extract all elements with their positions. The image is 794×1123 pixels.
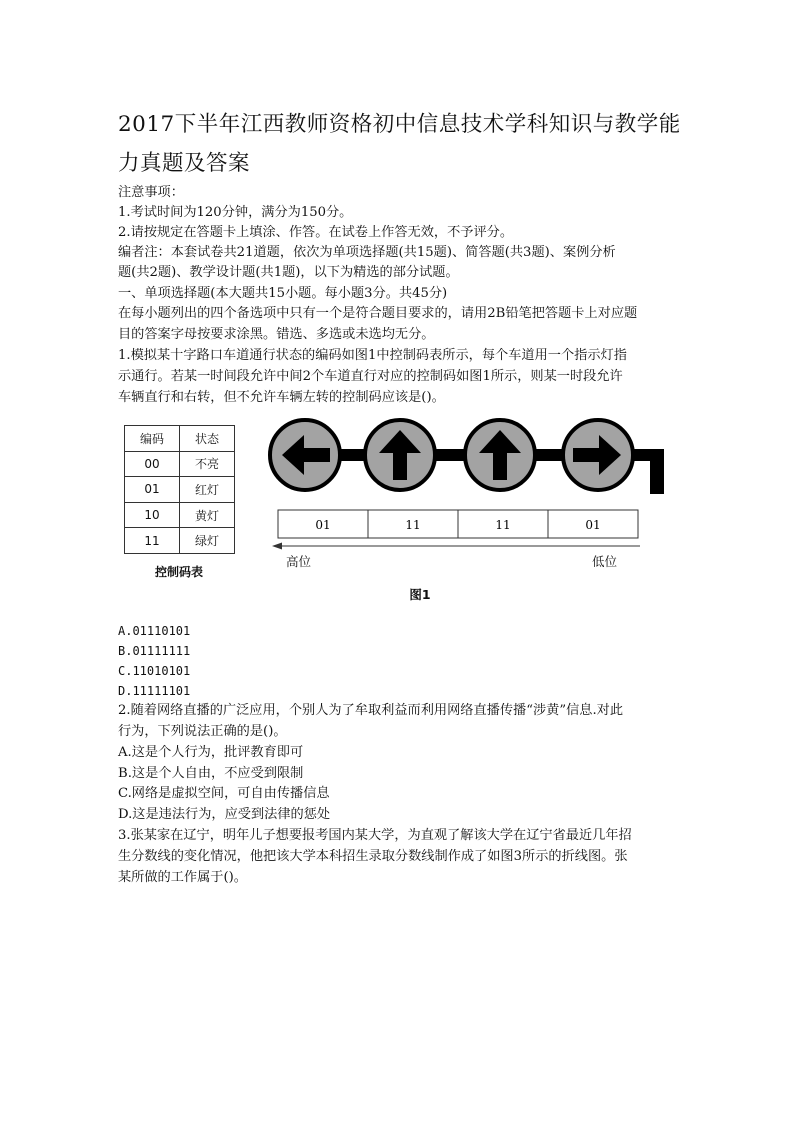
q2-option-b: B.这是个人自由，不应受到限制	[118, 766, 304, 781]
notice-item-1: 1.考试时间为120分钟，满分为150分。	[118, 205, 353, 220]
table-cell-code: 11	[125, 528, 180, 554]
table-header-status: 状态	[180, 426, 235, 452]
table-cell-status: 黄灯	[180, 502, 235, 528]
q1-option-b: B.01111111	[118, 644, 191, 658]
table-header-row	[125, 426, 235, 452]
question1-line3: 车辆直行和右转，但不允许车辆左转的控制码应该是()。	[118, 390, 445, 405]
traffic-light-3	[465, 420, 535, 490]
q2-option-c: C.网络是虚拟空间，可自由传播信息	[118, 786, 330, 801]
figure1-caption: 图1	[409, 587, 431, 602]
question2-line1: 2.随着网络直播的广泛应用，个别人为了牟取利益而利用网络直播传播“涉黄”信息.对此	[118, 703, 624, 718]
low-bit-label: 低位	[592, 554, 618, 569]
instructions-line2: 目的答案字母按要求涂黑。错选、多选或未选均无分。	[118, 327, 435, 342]
control-code-table	[124, 425, 235, 554]
notice-item-2: 2.请按规定在答题卡上填涂、作答。在试卷上作答无效，不予评分。	[118, 225, 514, 240]
table-row	[125, 451, 235, 477]
document-title-line2: 力真题及答案	[118, 151, 251, 176]
code-value-2: 11	[405, 518, 421, 532]
q1-option-c: C.11010101	[118, 664, 191, 678]
code-table-caption: 控制码表	[154, 565, 203, 579]
editor-note-line1: 编者注：本套试卷共21道题，依次为单项选择题(共15题)、简答题(共3题)、案例分析	[118, 245, 616, 260]
table-cell-status: 红灯	[180, 477, 235, 503]
question3-line2: 生分数线的变化情况，他把该大学本科招生录取分数线制作成了如图3所示的折线图。张	[118, 849, 628, 864]
q1-option-d: D.11111101	[118, 684, 191, 698]
question3-line1: 3.张某家在辽宁，明年儿子想要报考国内某大学，为直观了解该大学在辽宁省最近几年招	[118, 828, 632, 843]
section-heading: 一、单项选择题(本大题共15小题。每小题3分。共45分)	[118, 286, 448, 301]
table-header-code: 编码	[125, 426, 180, 452]
q2-option-d: D.这是违法行为，应受到法律的惩处	[118, 807, 331, 822]
editor-note-line2: 题(共2题)、教学设计题(共1题)，以下为精选的部分试题。	[118, 265, 459, 280]
code-value-3: 11	[495, 518, 511, 532]
table-cell-status: 不亮	[180, 451, 235, 477]
bit-order-arrowhead-icon	[272, 543, 282, 550]
table-row	[125, 477, 235, 503]
q2-option-a: A.这是个人行为，批评教育即可	[118, 745, 304, 760]
question1-line2: 示通行。若某一时间段允许中间2个车道直行对应的控制码如图1所示，则某一时段允许	[118, 369, 623, 384]
traffic-light-2	[365, 420, 435, 490]
high-bit-label: 高位	[286, 554, 312, 569]
traffic-light-1	[270, 420, 340, 490]
light-connector-end	[650, 449, 664, 494]
question2-line2: 行为，下列说法正确的是()。	[118, 724, 287, 739]
table-cell-status: 绿灯	[180, 528, 235, 554]
traffic-light-figure	[268, 412, 672, 552]
code-value-1: 01	[315, 518, 331, 532]
table-cell-code: 00	[125, 451, 180, 477]
notice-heading: 注意事项：	[118, 185, 184, 200]
table-row	[125, 528, 235, 554]
question3-line3: 某所做的工作属于()。	[118, 870, 247, 885]
q1-option-a: A.01110101	[118, 624, 191, 638]
document-title-line1: 2017下半年江西教师资格初中信息技术学科知识与教学能	[118, 112, 681, 137]
table-row	[125, 502, 235, 528]
code-value-4: 01	[585, 518, 601, 532]
traffic-light-4	[563, 420, 633, 490]
table-cell-code: 01	[125, 477, 180, 503]
table-cell-code: 10	[125, 502, 180, 528]
question1-line1: 1.模拟某十字路口车道通行状态的编码如图1中控制码表所示，每个车道用一个指示灯指	[118, 348, 627, 363]
instructions-line1: 在每小题列出的四个备选项中只有一个是符合题目要求的，请用2B铅笔把答题卡上对应题	[118, 306, 638, 321]
